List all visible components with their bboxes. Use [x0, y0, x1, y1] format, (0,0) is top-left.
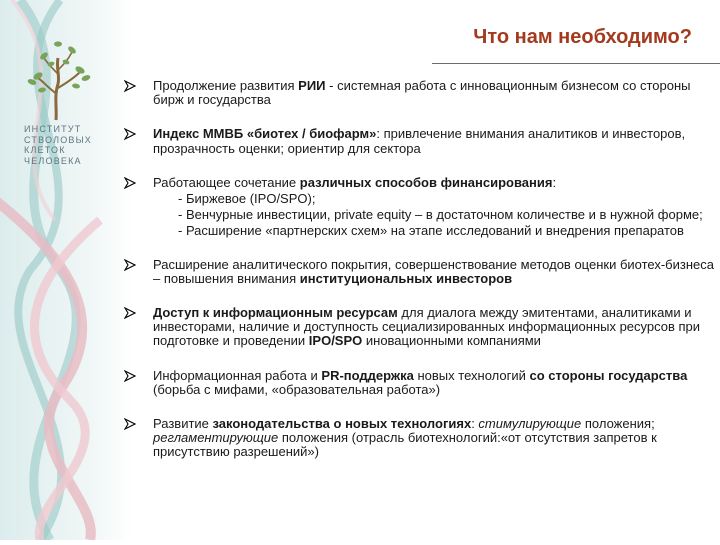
logo-line: ИНСТИТУТ: [24, 124, 82, 134]
list-item: [124, 369, 714, 397]
item-bold: PR-поддержка: [321, 367, 414, 383]
item-bold: Доступ к информационным ресурсам: [153, 305, 398, 321]
bullet-list: [124, 79, 714, 460]
list-item: [124, 258, 714, 286]
list-item: [124, 176, 714, 239]
item-text: Информационная работа и: [153, 367, 322, 383]
slide-title: Что нам необходимо?: [473, 26, 692, 48]
item-text: :: [471, 416, 479, 432]
item-text: новых технологий: [413, 367, 530, 383]
item-italic: регламентирующие: [153, 430, 279, 446]
item-text: для диалога между эмитентами, аналитиками и инвесторами, наличие и доступность сециализированных информационных ресурсов при подготовке и проведении: [153, 305, 701, 349]
arrow-bullet-icon: [124, 128, 136, 140]
arrow-bullet-icon: [124, 307, 136, 319]
list-item: [124, 306, 714, 349]
list-item: [124, 127, 714, 155]
item-text: иновационными компаниями: [362, 333, 541, 349]
sub-item: - Венчурные инвестиции, private equity – в достаточном количестве и в нужной форме;: [178, 207, 703, 223]
item-bold: законодательства о новых технологиях: [212, 416, 472, 432]
logo-line: КЛЕТОК: [24, 145, 66, 155]
item-text: положения (отрасль биотехнологий:«от отсутствия запретов к присутствию разрешений»): [153, 430, 657, 460]
item-text: - системная работа с инновационным бизнесом со стороны бирж и государства: [153, 78, 691, 108]
logo-line: СТВОЛОВЫХ: [24, 134, 92, 145]
item-text: Работающее сочетание: [153, 174, 300, 190]
list-item: [124, 79, 714, 107]
item-text: :: [552, 174, 557, 190]
item-italic: стимулирующие: [478, 416, 582, 432]
logo-line: ЧЕЛОВЕКА: [24, 155, 82, 166]
item-bold: различных способов финансирования: [299, 174, 553, 190]
arrow-bullet-icon: [124, 370, 136, 382]
arrow-bullet-icon: [124, 80, 136, 92]
item-bold: IPO/SPO: [308, 333, 363, 349]
arrow-bullet-icon: [124, 418, 136, 430]
item-bold: со стороны государства: [529, 367, 688, 383]
item-bold: РИИ: [298, 78, 326, 93]
logo-caption: [24, 124, 92, 166]
item-text: (борьба с мифами, «образовательная работа»): [153, 381, 441, 397]
tree-logo-icon: [18, 38, 98, 122]
item-bold: институциональных инвесторов: [299, 270, 513, 286]
item-text: Продолжение развития: [153, 78, 299, 93]
item-text: Расширение аналитического покрытия, совершенствование методов оценки биотех-бизнеса – повышения внимания: [153, 256, 714, 286]
arrow-bullet-icon: [124, 259, 136, 271]
item-bold: Индекс ММВБ «биотех / биофарм»: [153, 126, 377, 142]
item-text: Развитие: [153, 416, 213, 432]
sub-item: - Расширение «партнерских схем» на этапе исследований и внедрения препаратов: [178, 223, 684, 239]
item-text: положения;: [581, 416, 655, 432]
sub-list: [153, 192, 714, 239]
list-item: [124, 417, 714, 460]
title-underline: [432, 63, 720, 64]
item-text: : привлечение внимания аналитиков и инвесторов, прозрачность оценки; ориентир для сектора: [153, 126, 686, 156]
arrow-bullet-icon: [124, 177, 136, 189]
decorative-sidebar: [0, 0, 132, 540]
sub-item: - Биржевое (IPO/SPO);: [178, 191, 316, 207]
